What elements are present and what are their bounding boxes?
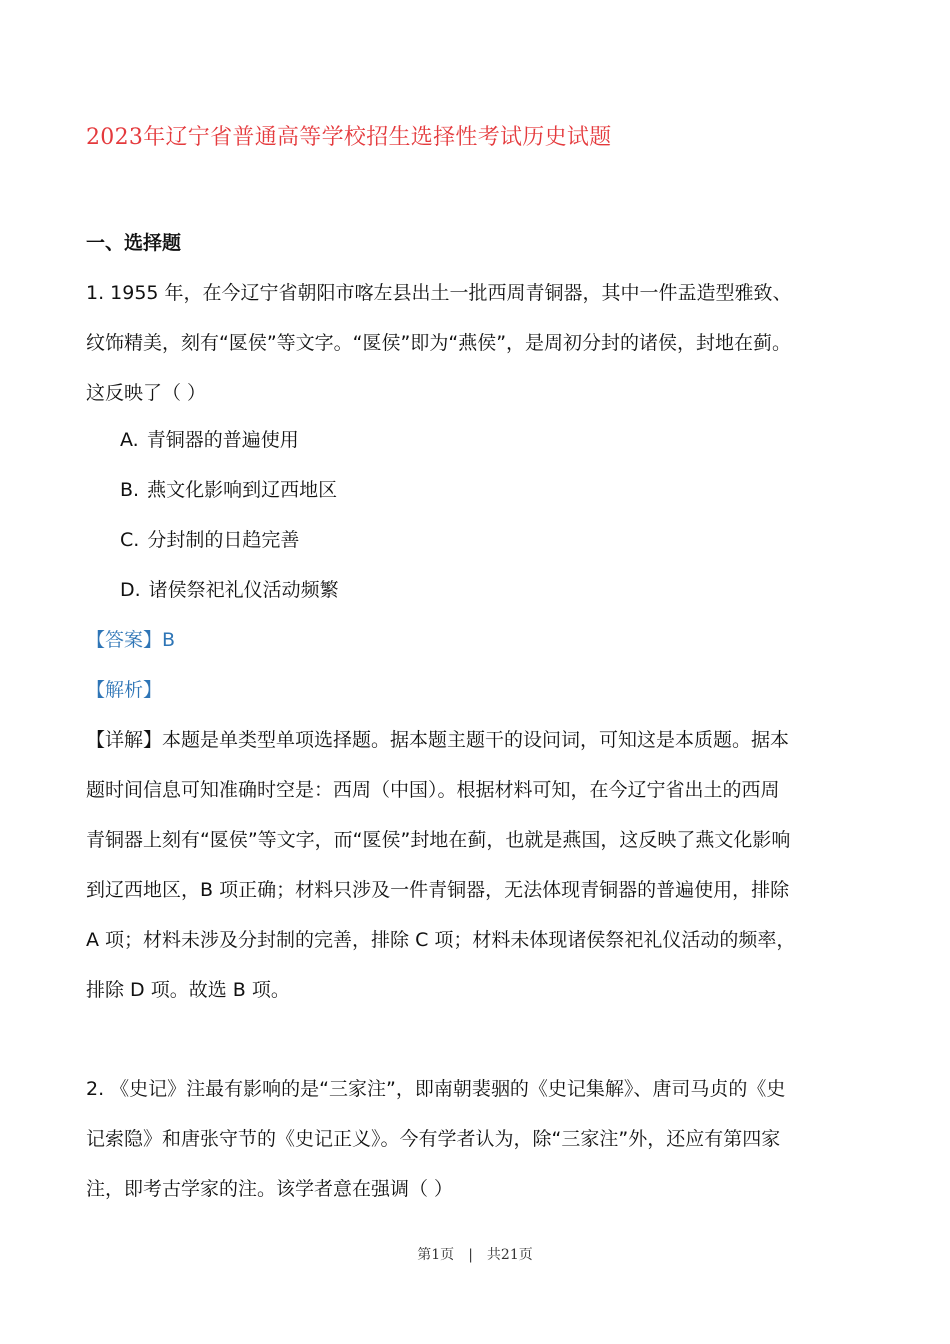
page-footer <box>0 1244 950 1264</box>
option-b <box>120 465 337 515</box>
question-2-line: 注，即考古学家的注。该学者意在强调（ ） <box>86 1178 454 1200</box>
question-1-line: 1. 1955 年，在今辽宁省朝阳市喀左县出土一批西周青铜器，其中一件盂造型雅致、 <box>86 282 792 304</box>
page-title: 2023年辽宁省普通高等学校招生选择性考试历史试题 <box>86 125 612 150</box>
page-total: 共21页 <box>486 1247 533 1263</box>
question-2-line: 记索隐》和唐张守节的《史记正义》。今有学者认为，除“三家注”外，还应有第四家 <box>86 1128 781 1150</box>
option-c <box>120 515 299 565</box>
option-letter: D. <box>120 579 141 601</box>
question-1-line: 这反映了（ ） <box>86 382 207 404</box>
analysis-label: 【解析】 <box>86 679 163 701</box>
question-2-line: 2. 《史记》注最有影响的是“三家注”，即南朝裴骃的《史记集解》、唐司马贞的《史 <box>86 1078 786 1100</box>
explanation-line: 【详解】本题是单类型单项选择题。据本题主题干的设问词，可知这是本质题。据本 <box>86 729 790 751</box>
answer-label: 【答案】B <box>86 629 176 651</box>
option-letter: C. <box>120 529 140 551</box>
option-letter: B. <box>120 479 140 501</box>
option-text: 诸侯祭祀礼仪活动频繁 <box>148 579 339 601</box>
option-d <box>120 565 339 615</box>
explanation-line: 题时间信息可知准确时空是：西周（中国）。根据材料可知，在今辽宁省出土的西周 <box>86 779 780 801</box>
section-heading: 一、选择题 <box>86 232 182 254</box>
option-text: 青铜器的普遍使用 <box>146 429 299 451</box>
option-letter: A. <box>120 429 139 451</box>
explanation-line: 青铜器上刻有“匽侯”等文字，而“匽侯”封地在蓟，也就是燕国，这反映了燕文化影响 <box>86 829 791 851</box>
question-1-stem <box>86 268 876 418</box>
page-number: 第1页 <box>417 1247 455 1263</box>
explanation <box>86 715 876 1015</box>
option-a <box>120 415 299 465</box>
option-text: 燕文化影响到辽西地区 <box>147 479 338 501</box>
explanation-line: A 项；材料未涉及分封制的完善，排除 C 项；材料未体现诸侯祭祀礼仪活动的频率， <box>86 929 796 951</box>
footer-separator: | <box>468 1247 473 1263</box>
option-text: 分封制的日趋完善 <box>147 529 300 551</box>
explanation-line: 到辽西地区，B 项正确；材料只涉及一件青铜器，无法体现青铜器的普遍使用，排除 <box>86 879 790 901</box>
question-1-line: 纹饰精美，刻有“匽侯”等文字。“匽侯”即为“燕侯”，是周初分封的诸侯，封地在蓟。 <box>86 332 792 354</box>
explanation-line: 排除 D 项。故选 B 项。 <box>86 979 290 1001</box>
question-2-stem <box>86 1064 876 1214</box>
